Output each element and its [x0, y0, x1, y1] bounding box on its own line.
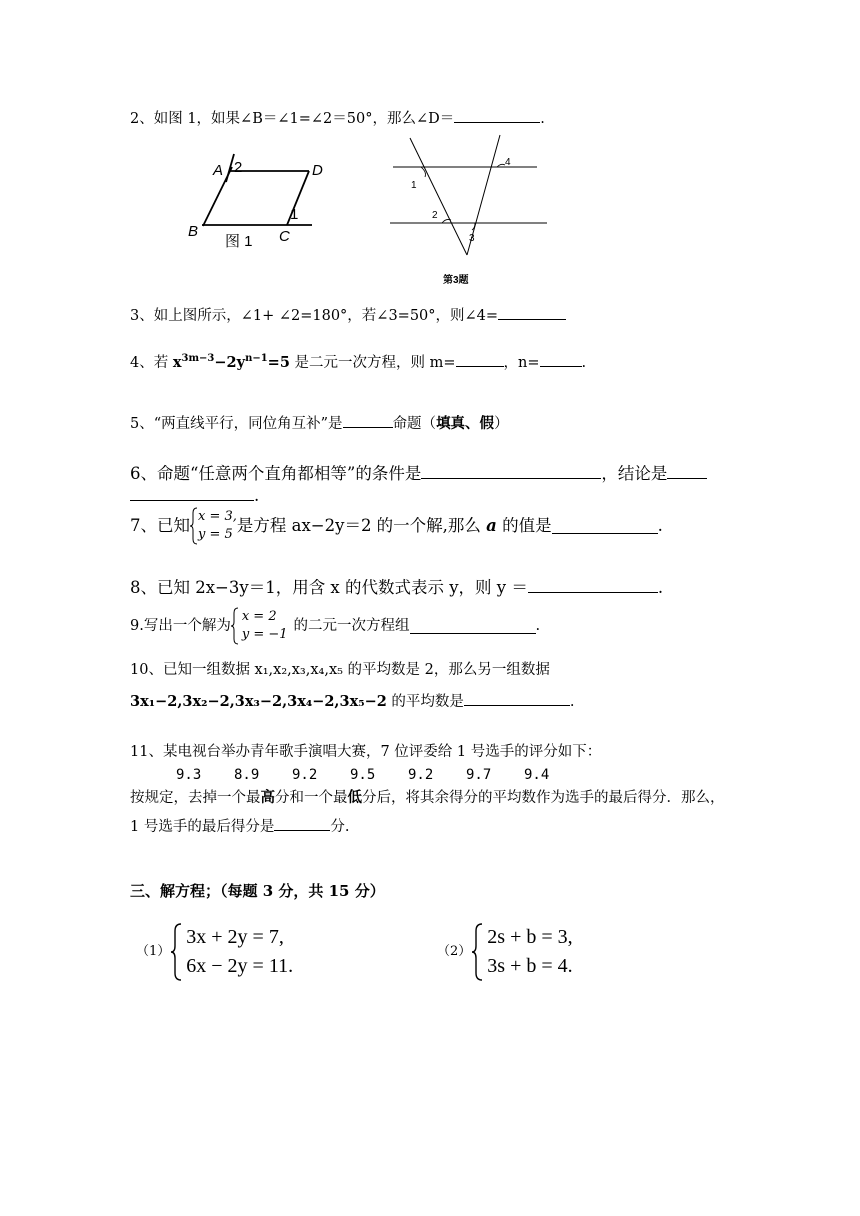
equation-system-1: （1） 3x + 2y = 7, 6x − 2y = 11.	[136, 922, 293, 982]
fig1-label-d: D	[312, 162, 323, 179]
question-11-line-4: 1 号选手的最后得分是 分.	[130, 815, 349, 836]
q2-text: 2、如图 1，如果∠B＝∠1=∠2＝50°，那么∠D＝	[130, 111, 455, 127]
fig1-label-2: 2	[234, 159, 243, 176]
question-2: 2、如图 1，如果∠B＝∠1=∠2＝50°，那么∠D＝ .	[130, 107, 545, 128]
score-item: 9.2	[292, 767, 318, 783]
q7-blank	[552, 518, 658, 534]
q4-blank-m	[456, 351, 504, 367]
fig3-label-3: 3	[469, 233, 475, 244]
score-item: 9.7	[466, 767, 492, 783]
question-10-line-2: 3x₁−2,3x₂−2,3x₃−2,3x₄−2,3x₅−2 的平均数是 .	[130, 690, 575, 711]
score-list	[176, 766, 582, 784]
q8-blank	[528, 577, 658, 593]
q3-blank	[498, 304, 566, 320]
fig1-caption: 图 1	[225, 233, 253, 250]
question-5: 5、“两直线平行，同位角互补”是 命题（填真、假）	[130, 412, 509, 433]
fig3-label-4: 4	[505, 157, 511, 168]
q4-blank-n	[540, 351, 582, 367]
figure-3	[385, 130, 555, 290]
fig3-caption: 第3题	[443, 275, 469, 286]
question-6-cont: .	[130, 485, 259, 505]
question-9: 9.写出一个解为 x = 2 y = −1 的二元一次方程组 .	[130, 607, 540, 645]
equation-system-2: （2） 2s + b = 3, 3s + b = 4.	[437, 922, 573, 982]
question-8: 8、已知 2x−3y＝1，用含 x 的代数式表示 y，则 y ＝ .	[130, 578, 664, 597]
fig1-label-a: A	[213, 162, 224, 179]
q5-blank	[343, 412, 393, 428]
score-item: 9.4	[524, 767, 550, 783]
question-11-line-1: 11、某电视台举办青年歌手演唱大赛，7 位评委给 1 号选手的评分如下：	[130, 744, 602, 760]
fig1-label-c: C	[279, 228, 290, 245]
question-6: 6、命题“任意两个直角都相等”的条件是 ，结论是	[130, 463, 707, 483]
q10-blank	[464, 690, 570, 706]
fig1-label-1: 1	[290, 206, 299, 223]
question-10-line-1: 10、已知一组数据 x₁,x₂,x₃,x₄,x₅ 的平均数是 2，那么另一组数据	[130, 662, 550, 678]
q2-blank	[454, 107, 540, 123]
q6-blank-conclusion-b	[130, 485, 254, 501]
score-item: 9.3	[176, 767, 202, 783]
q11-blank	[274, 815, 330, 831]
brace-icon	[170, 922, 182, 982]
fig3-label-2: 2	[432, 210, 438, 221]
brace-icon	[471, 922, 483, 982]
question-7: 7、已知 x = 3, y = 5 是方程 ax−2y＝2 的一个解,那么 a 的值是 .	[130, 507, 663, 545]
q6-blank-condition	[421, 463, 601, 479]
fig1-label-b: B	[188, 223, 199, 240]
question-3: 3、如上图所示，∠1+ ∠2=180°，若∠3=50°，则∠4=	[130, 304, 566, 325]
q6-blank-conclusion-a	[667, 463, 707, 479]
score-item: 9.2	[408, 767, 434, 783]
fig3-label-1: 1	[411, 180, 417, 191]
brace-icon	[190, 507, 198, 545]
question-4: 4、若 $x^{3m-3}-2y^{n-1}=5$ 是二元一次方程，则 m= ，n= .	[130, 351, 586, 372]
score-item: 8.9	[234, 767, 260, 783]
score-item: 9.5	[350, 767, 376, 783]
question-11-line-3: 按规定，去掉一个最高分和一个最低分后，将其余得分的平均数作为选手的最后得分．那么，	[130, 789, 725, 806]
section-3-title: 三、解方程；（每题 3 分，共 15 分）	[130, 882, 385, 900]
q9-blank	[410, 618, 536, 634]
figure-1	[185, 150, 325, 255]
brace-icon	[231, 607, 239, 645]
